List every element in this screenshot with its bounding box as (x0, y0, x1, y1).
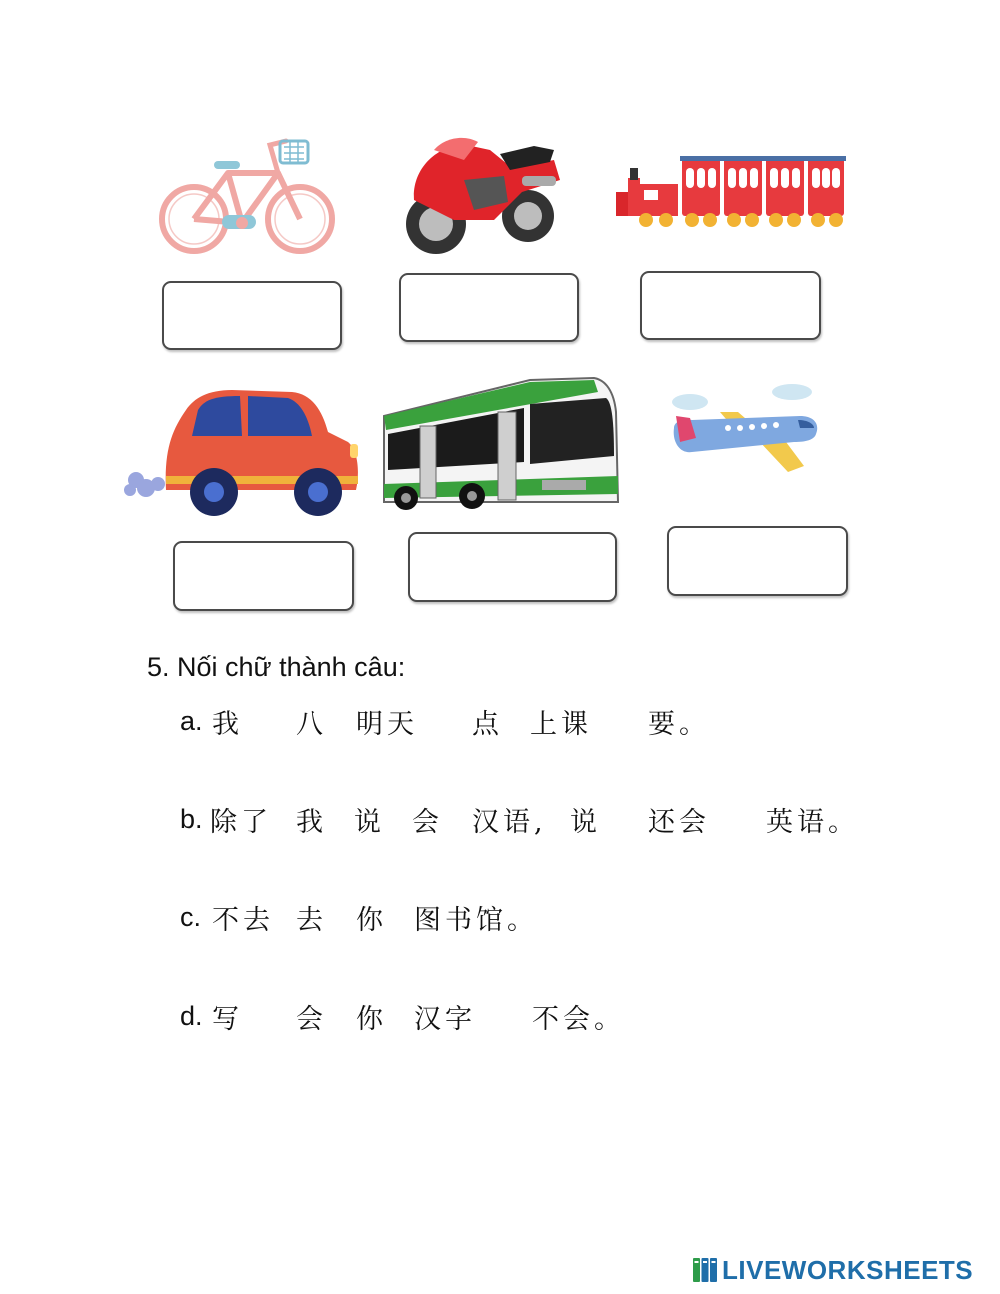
word-chip[interactable]: 除了 (210, 807, 272, 838)
train-icon (614, 150, 846, 230)
word-chip[interactable]: 英语。 (766, 807, 859, 838)
bus-icon (380, 372, 620, 512)
item-label: b. (180, 804, 203, 834)
logo-mark-icon (692, 1257, 718, 1283)
word-chip[interactable]: 你 (356, 905, 387, 936)
word-chip[interactable]: 说 (354, 807, 385, 838)
exercise-instruction: Nối chữ thành câu: (177, 652, 406, 682)
item-label: c. (180, 902, 202, 932)
car-icon (122, 380, 364, 520)
word-chip[interactable]: 还会 (648, 807, 710, 838)
answer-box-airplane[interactable] (667, 526, 848, 596)
logo-text: LIVEWORKSHEETS (722, 1254, 974, 1285)
word-chip[interactable]: 图书馆。 (414, 905, 538, 936)
answer-box-train[interactable] (640, 271, 821, 340)
word-chip[interactable]: 八 (296, 709, 327, 740)
word-chip[interactable]: 写 (212, 1004, 243, 1035)
word-chip[interactable]: 汉字 (414, 1004, 476, 1035)
word-chip[interactable]: 点 (472, 709, 503, 740)
airplane-icon (668, 382, 822, 482)
word-chip[interactable]: 我 (212, 709, 243, 740)
liveworksheets-logo[interactable] (692, 1254, 973, 1286)
word-chip[interactable]: 你 (356, 1004, 387, 1035)
bicycle-icon (158, 135, 338, 260)
answer-box-bus[interactable] (408, 532, 617, 602)
word-chip[interactable]: 说 (570, 807, 601, 838)
word-chip[interactable]: 不去 (212, 905, 274, 936)
item-label: d. (180, 1001, 203, 1031)
answer-box-car[interactable] (173, 541, 354, 611)
word-chip[interactable]: 我 (296, 807, 327, 838)
word-chip[interactable]: 不会。 (532, 1004, 625, 1035)
word-chip[interactable]: 去 (296, 905, 327, 936)
motorcycle-icon (404, 120, 566, 258)
word-chip[interactable]: 上课 (530, 709, 592, 740)
exercise-number: 5. (147, 652, 170, 682)
item-label: a. (180, 706, 203, 736)
word-chip[interactable]: 明天 (356, 709, 418, 740)
word-chip[interactable]: 会 (412, 807, 443, 838)
answer-box-bicycle[interactable] (162, 281, 342, 350)
exercise-heading (147, 652, 405, 683)
word-chip[interactable]: 会 (296, 1004, 327, 1035)
answer-box-motorcycle[interactable] (399, 273, 579, 342)
word-chip[interactable]: 要。 (648, 709, 710, 740)
word-chip[interactable]: 汉语, (472, 807, 547, 838)
